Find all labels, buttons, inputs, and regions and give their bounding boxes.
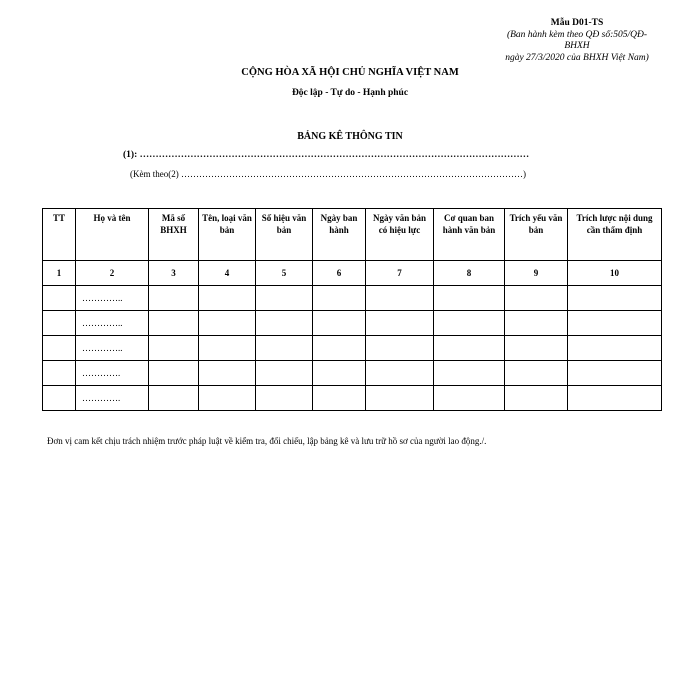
- entity-line: (1): ……………………………………………………………………………………………………………: [123, 150, 530, 160]
- name-cell: ………….: [76, 361, 149, 386]
- table-row: [43, 386, 662, 411]
- column-number: 4: [199, 261, 256, 286]
- commitment-statement: Đơn vị cam kết chịu trách nhiệm trước pháp luật về kiểm tra, đối chiếu, lập bảng kê và lưu trữ hồ sơ của người lao động./.: [47, 436, 487, 446]
- issued-note-line-3: ngày 27/3/2020 của BHXH Việt Nam): [505, 52, 649, 63]
- nation-heading: CỘNG HÒA XÃ HỘI CHỦ NGHĨA VIỆT NAM: [241, 67, 459, 78]
- header-cell: TT: [43, 209, 76, 261]
- header-cell: Tên, loại văn bản: [199, 209, 256, 261]
- issued-note-line-1: (Ban hành kèm theo QĐ số:505/QĐ-: [506, 29, 648, 40]
- form-code-block: [492, 18, 662, 64]
- header-cell: Họ và tên: [76, 209, 149, 261]
- attachment-line: (Kèm theo(2) ……………………………………………………………………………………………………): [130, 169, 526, 179]
- table-row: [43, 311, 662, 336]
- column-number: 2: [76, 261, 149, 286]
- column-number: 1: [43, 261, 76, 286]
- form-code: Mẫu D01-TS: [550, 18, 604, 28]
- table-header-row: [43, 209, 662, 261]
- header-cell: Trích yếu văn bản: [505, 209, 568, 261]
- column-number: 7: [366, 261, 434, 286]
- name-cell: …………..: [76, 286, 149, 311]
- column-number: 6: [313, 261, 366, 286]
- header-cell: Ngày văn bản có hiệu lực: [366, 209, 434, 261]
- table-row: [43, 361, 662, 386]
- table-row: [43, 286, 662, 311]
- column-number: 10: [568, 261, 662, 286]
- issued-note-line-2: BHXH: [564, 41, 590, 51]
- header-cell: Số hiệu văn bản: [256, 209, 313, 261]
- column-number: 8: [434, 261, 505, 286]
- info-table: [42, 208, 662, 411]
- header-cell: Ngày ban hành: [313, 209, 366, 261]
- motto: Độc lập - Tự do - Hạnh phúc: [291, 88, 409, 98]
- column-number: 5: [256, 261, 313, 286]
- document-title: BẢNG KÊ THÔNG TIN: [297, 131, 403, 142]
- name-cell: ………….: [76, 386, 149, 411]
- column-number: 3: [149, 261, 199, 286]
- table-row: [43, 336, 662, 361]
- header-cell: Trích lược nội dung cần thẩm định: [568, 209, 662, 261]
- header-cell: Cơ quan ban hành văn bản: [434, 209, 505, 261]
- header-cell: Mã số BHXH: [149, 209, 199, 261]
- column-number-row: [43, 261, 662, 286]
- name-cell: …………..: [76, 336, 149, 361]
- name-cell: …………..: [76, 311, 149, 336]
- column-number: 9: [505, 261, 568, 286]
